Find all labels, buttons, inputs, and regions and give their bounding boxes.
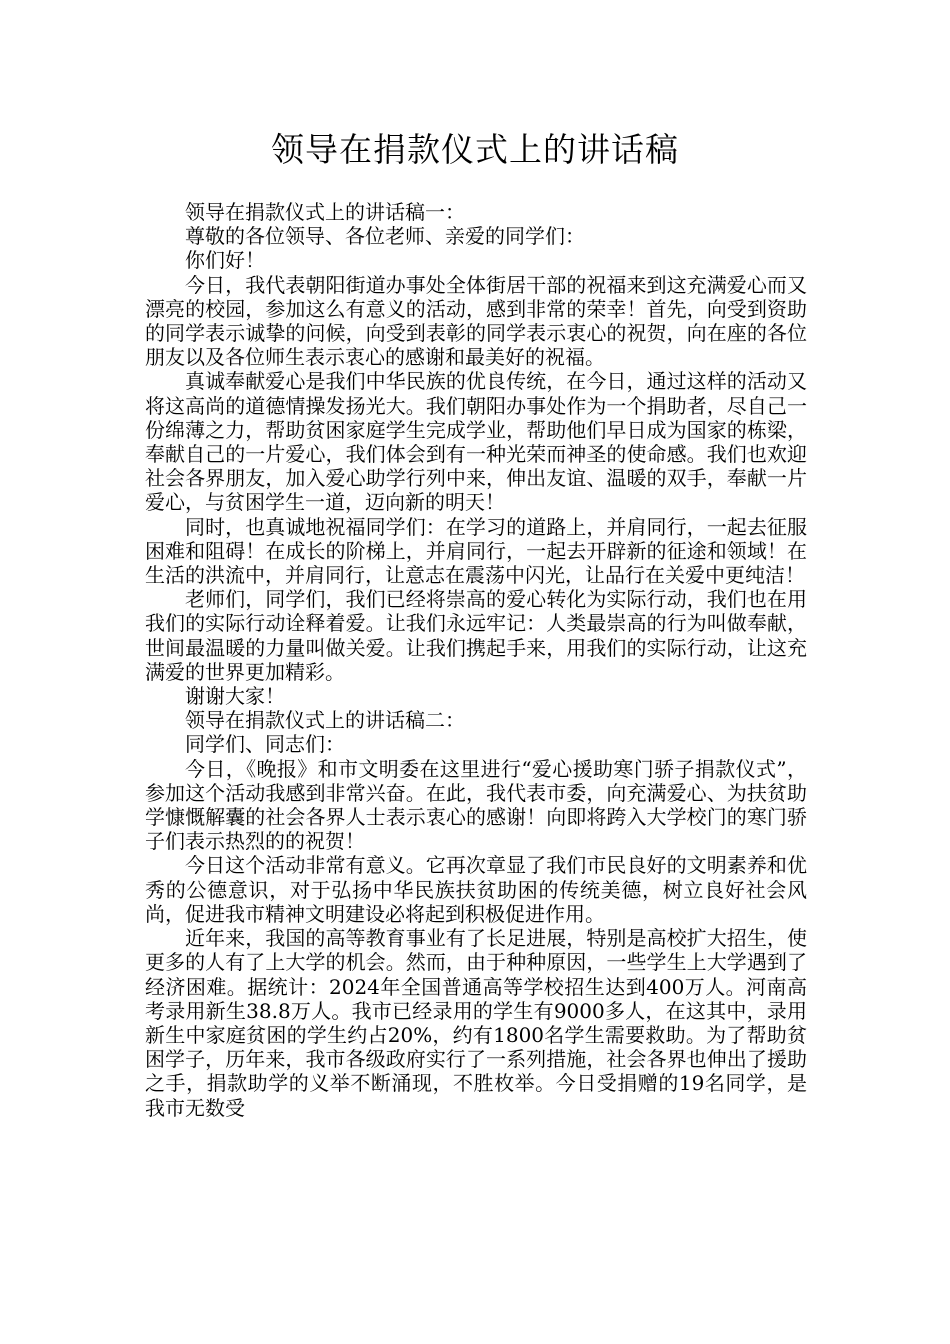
- salutation-paragraph: 同学们、同志们：: [185, 732, 345, 757]
- document-body: [145, 200, 807, 1120]
- body-paragraph: 老师们，同学们，我们已经将崇高的爱心转化为实际行动，我们也在用我们的实际行动诠释着爱。让我们永远牢记：人类最崇高的行为叫做奉献，世间最温暖的力量叫做关爱。让我们携起手来，用我们的实际行动，让这充满爱的世界更加精彩。: [145, 587, 807, 684]
- salutation-paragraph: 尊敬的各位领导、各位老师、亲爱的同学们：: [185, 224, 585, 249]
- body-paragraph: 今日这个活动非常有意义。它再次章显了我们市民良好的文明素养和优秀的公德意识，对于弘扬中华民族扶贫助困的传统美德，树立良好社会风尚，促进我市精神文明建设必将起到积极促进作用。: [145, 853, 807, 926]
- closing-paragraph: 谢谢大家！: [185, 684, 285, 709]
- document-title: 领导在捐款仪式上的讲话稿: [271, 130, 679, 169]
- body-paragraph: 今日，我代表朝阳街道办事处全体街居干部的祝福来到这充满爱心而又漂亮的校园，参加这么有意义的活动，感到非常的荣幸！首先，向受到资助的同学表示诚挚的问候，向受到表彰的同学表示衷心的祝贺，向在座的各位朋友以及各位师生表示衷心的感谢和最美好的祝福。: [145, 272, 807, 370]
- body-paragraph: 真诚奉献爱心是我们中华民族的优良传统，在今日，通过这样的活动又将这高尚的道德情操发扬光大。我们朝阳办事处作为一个捐助者，尽自己一份绵薄之力，帮助贫困家庭学生完成学业，帮助他们早日成为国家的栋梁，奉献自己的一片爱心，我们体会到有一种光荣而神圣的使命感。我们也欢迎社会各界朋友，加入爱心助学行列中来，伸出友谊、温暖的双手，奉献一片爱心，与贫困学生一道，迈向新的明天！: [145, 369, 807, 515]
- body-paragraph: 同时，也真诚地祝福同学们：在学习的道路上，并肩同行，一起去征服困难和阻碍！在成长的阶梯上，并肩同行，一起去开辟新的征途和领域！在生活的洪流中，并肩同行，让意志在震荡中闪光，让品行在关爱中更纯洁！: [145, 514, 807, 588]
- speech-heading-2: 领导在捐款仪式上的讲话稿二：: [185, 708, 465, 733]
- body-paragraph: 近年来，我国的高等教育事业有了长足进展，特别是高校扩大招生，使更多的人有了上大学的机会。然而，由于种种原因，一些学生上大学遇到了经济困难。据统计：2024年全国普通高等学校招生达到400万人。河南高考录用新生38.8万人。我市已经录用的学生有9000多人，在这其中，录用新生中家庭贫困的学生约占20%，约有1800名学生需要救助。为了帮助贫困学子，历年来，我市各级政府实行了一系列措施，社会各界也伸出了援助之手，捐款助学的义举不断涌现，不胜枚举。今日受捐赠的19名同学，是我市无数受: [145, 926, 807, 1120]
- greeting-paragraph: 你们好！: [185, 248, 265, 273]
- body-paragraph: 今日，《晚报》和市文明委在这里进行“爱心援助寒门骄子捐款仪式”，参加这个活动我感到非常兴奋。在此，我代表市委，向充满爱心、为扶贫助学慷慨解囊的社会各界人士表示衷心的感谢！向即将跨入大学校门的寒门骄子们表示热烈的的祝贺！: [145, 756, 807, 854]
- speech-heading-1: 领导在捐款仪式上的讲话稿一：: [185, 200, 465, 224]
